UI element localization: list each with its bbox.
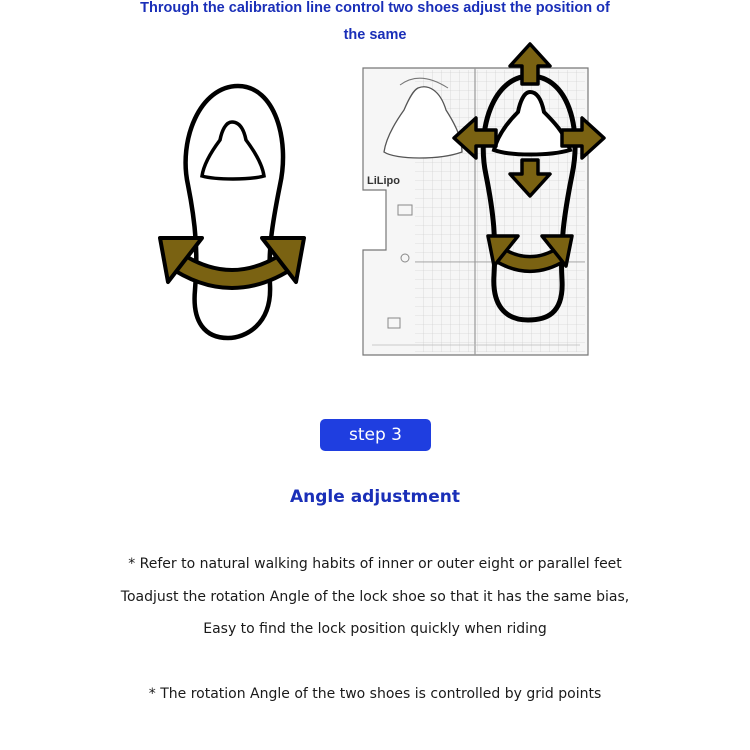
header-line-2: the same xyxy=(343,27,407,43)
section-title: Angle adjustment xyxy=(290,487,460,507)
body-line-3: Easy to find the lock position quickly when riding xyxy=(203,621,547,637)
template-brand-logo: LiLipo xyxy=(367,175,400,187)
body-line-1: * Refer to natural walking habits of inner or outer eight or parallel feet xyxy=(128,556,622,572)
body-line-4: * The rotation Angle of the two shoes is controlled by grid points xyxy=(148,686,602,702)
body-line-2: Toadjust the rotation Angle of the lock shoe so that it has the same bias, xyxy=(120,589,630,605)
header-line-1: Through the calibration line control two shoes adjust the position of xyxy=(140,0,610,16)
step-badge: step 3 xyxy=(320,419,431,451)
